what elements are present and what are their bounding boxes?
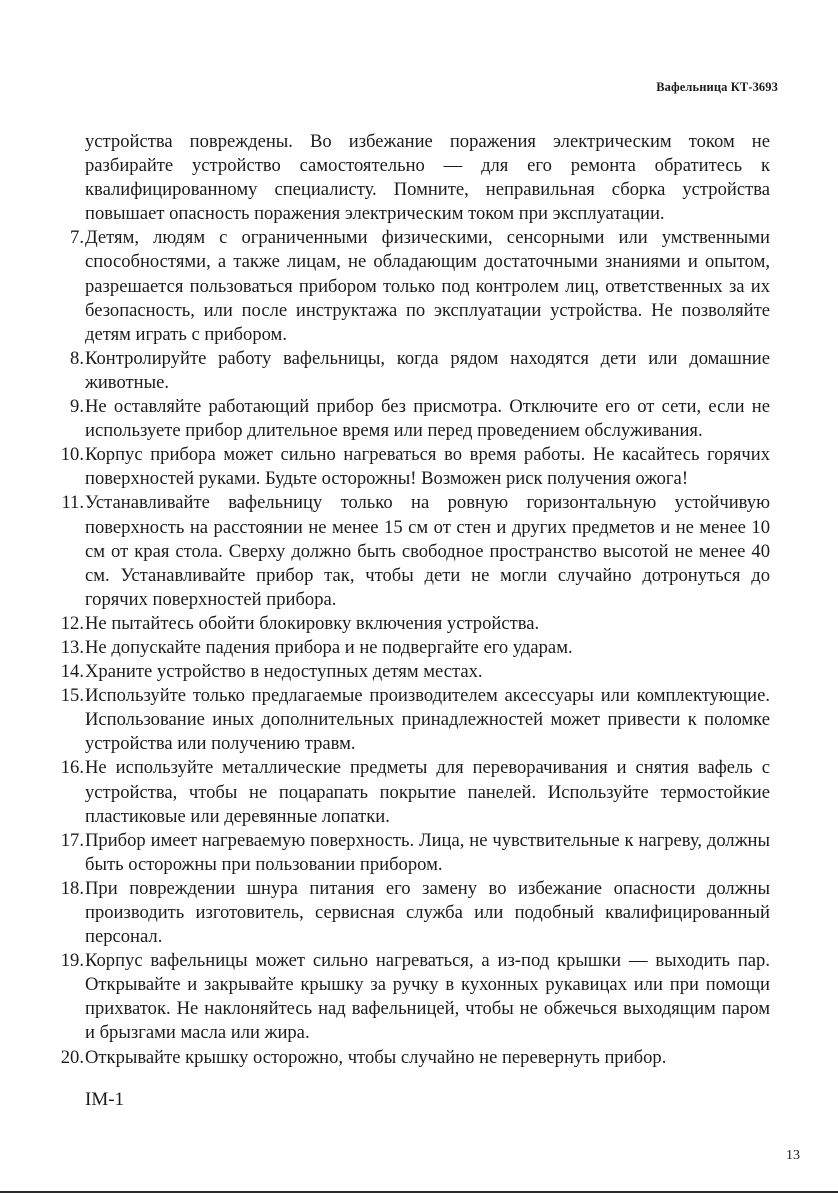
- list-item: [48, 612, 770, 636]
- item-text: При повреждении шнура питания его замену во избежание опасности должны производить изготовитель, сервисная служба или подобный квалифицированный персонал.: [85, 877, 770, 948]
- item-number: 13.: [60, 636, 84, 658]
- item-text: Открывайте крышку осторожно, чтобы случайно не перевернуть прибор.: [85, 1046, 667, 1068]
- item-number: 10.: [60, 444, 84, 466]
- item-number: 12.: [60, 612, 84, 634]
- item-number: 9.: [70, 396, 84, 418]
- item-text: Контролируйте работу вафельницы, когда рядом находятся дети или домашние животные.: [85, 347, 770, 393]
- intro-paragraph: устройства повреждены. Во избежание поражения электрическим током не разбирайте устройство самостоятельно — для его ремонта обратитесь к квалифицированному специалисту. Помните, неправильная сборка устройства повышает опасность поражения электрическим током при эксплуатации.: [85, 131, 770, 225]
- item-number: 7.: [70, 227, 84, 249]
- item-number: 19.: [60, 950, 84, 972]
- item-text: Прибор имеет нагреваемую поверхность. Лица, не чувствительные к нагреву, должны быть осторожны при пользовании прибором.: [85, 829, 770, 875]
- item-text: Не допускайте падения прибора и не подвергайте его ударам.: [85, 636, 573, 658]
- item-text: Не оставляйте работающий прибор без присмотра. Отключите его от сети, если не используете прибор длительное время или перед проведением обслуживания.: [85, 396, 770, 442]
- item-text: Корпус вафельницы может сильно нагреваться, а из-под крышки — выходить пар. Открывайте и закрывайте крышку за ручку в кухонных рукавицах или при помощи прихваток. Не наклоняйтесь над вафельницей, чтобы не обжечься выходящим паром и брызгами масла или жира.: [85, 950, 770, 1044]
- list-item: [48, 684, 770, 756]
- item-text: Детям, людям с ограниченными физическими, сенсорными или умственными способностями, а также лицам, не обладающим достаточными знаниями и опытом, разрешается пользоваться прибором только под контролем лиц, ответственных за их безопасность, или после инструктажа по эксплуатации устройства. Не позволяйте детям играть с прибором.: [85, 227, 770, 345]
- list-item: [48, 347, 770, 395]
- item-text: Используйте только предлагаемые производителем аксессуары или комплектующие. Использование иных дополнительных принадлежностей может привести к поломке устройства или получению травм.: [85, 685, 770, 755]
- item-number: 20.: [60, 1046, 84, 1068]
- item-number: 8.: [70, 347, 84, 369]
- list-item: [48, 949, 770, 1045]
- list-item: [48, 877, 770, 949]
- document-header-title: Вафельница КТ-3693: [656, 80, 778, 94]
- list-item: [48, 395, 770, 443]
- list-item: [48, 443, 770, 491]
- list-item: [48, 636, 770, 660]
- item-number: 15.: [60, 685, 84, 707]
- page-number: 13: [786, 1148, 800, 1163]
- list-item: [48, 756, 770, 828]
- list-item: [48, 226, 770, 346]
- item-text: Корпус прибора может сильно нагреваться во время работы. Не касайтесь горячих поверхностей руками. Будьте осторожны! Возможен риск получения ожога!: [85, 444, 770, 490]
- item-number: 17.: [60, 829, 84, 851]
- list-item: [48, 660, 770, 684]
- document-code: IM-1: [85, 1089, 125, 1110]
- safety-instructions-list: [48, 130, 770, 1070]
- list-item: [48, 491, 770, 611]
- item-text: Не пытайтесь обойти блокировку включения устройства.: [85, 612, 540, 634]
- list-item: [48, 1046, 770, 1070]
- item-number: 11.: [61, 492, 84, 514]
- list-item: [48, 829, 770, 877]
- item-number: 16.: [60, 757, 84, 779]
- item-text: Не используйте металлические предметы для переворачивания и снятия вафель с устройства, чтобы не поцарапать покрытие панелей. Используйте термостойкие пластиковые или деревянные лопатки.: [85, 757, 770, 827]
- item-number: 18.: [60, 877, 84, 899]
- item-number: 14.: [60, 661, 84, 683]
- item-text: Храните устройство в недоступных детям местах.: [85, 661, 483, 683]
- item-text: Устанавливайте вафельницу только на ровную горизонтальную устойчивую поверхность на расстоянии не менее 15 см от стен и других предметов и не менее 10 см от края стола. Сверху должно быть свободное пространство высотой не менее 40 см. Устанавливайте прибор так, чтобы дети не могли случайно дотронуться до горячих поверхностей прибора.: [85, 492, 770, 610]
